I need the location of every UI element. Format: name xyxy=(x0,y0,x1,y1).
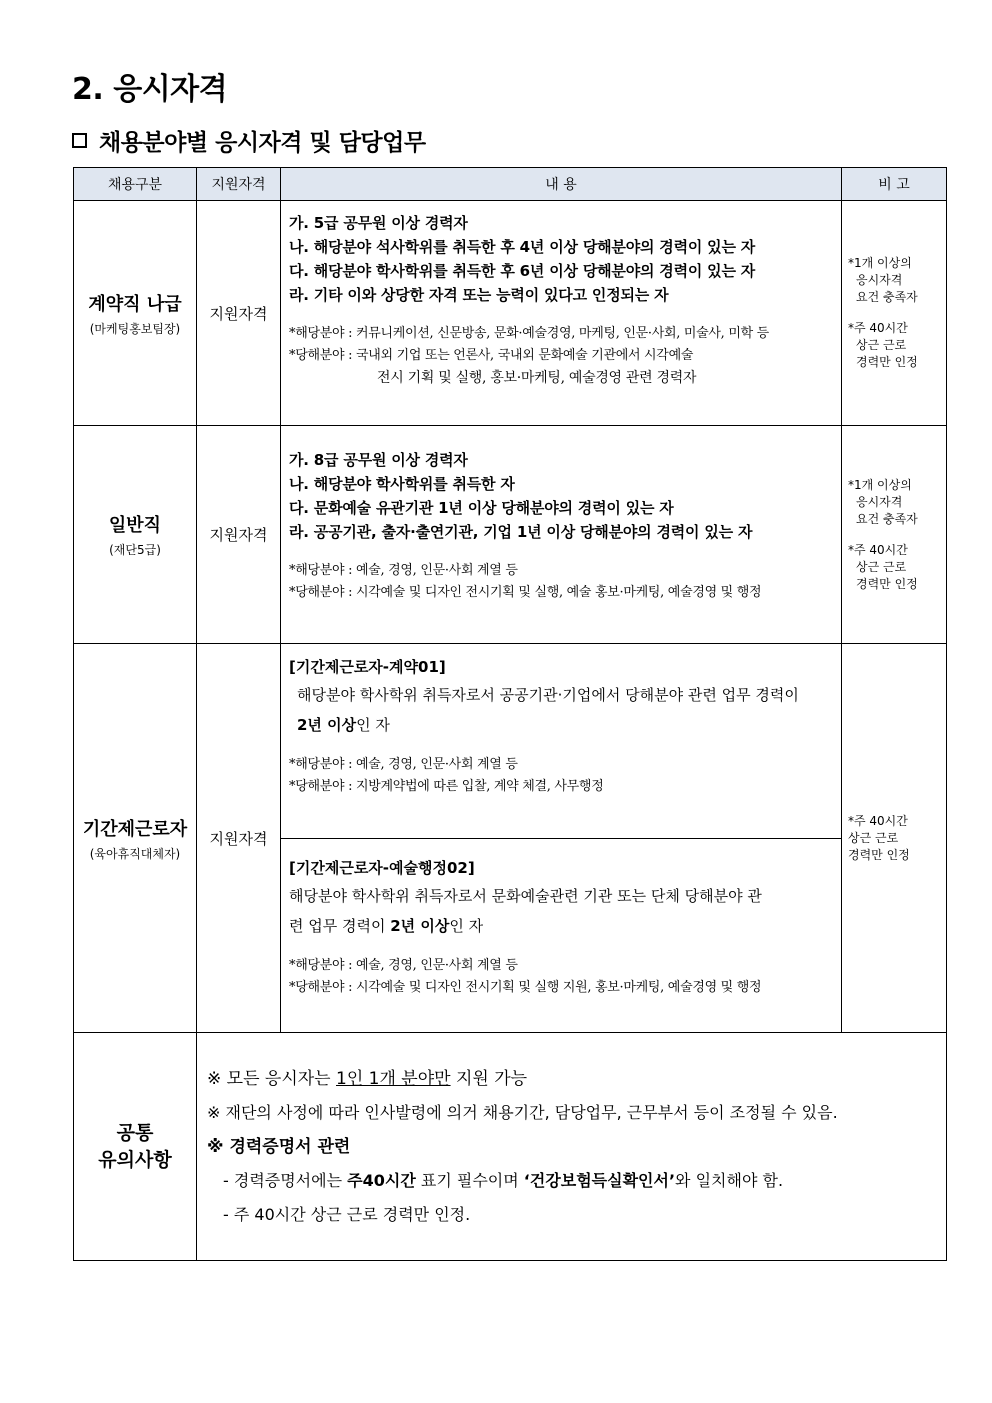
common-label-cell xyxy=(74,1033,197,1261)
checkbox-square-icon xyxy=(72,133,87,148)
content-line: 가. 8급 공무원 이상 경력자 xyxy=(289,451,468,469)
content-line: 가. 5급 공무원 이상 경력자 xyxy=(289,214,468,232)
common-label: 유의사항 xyxy=(98,1148,172,1171)
common-note: - 경력증명서에는 주40시간 표기 필수이며 ‘건강보험득실확인서’와 일치해야 함. xyxy=(223,1170,784,1190)
sub-content-a xyxy=(281,644,841,838)
note-line: *당해분야 : 국내외 기업 또는 언론사, 국내외 문화예술 기관에서 시각예술 xyxy=(289,348,694,363)
sub-content-b xyxy=(281,838,841,1032)
qualification-cell: 지원자격 xyxy=(197,201,281,426)
bold-text: 2년 이상 xyxy=(297,716,357,734)
content-line: 다. 문화예술 유관기관 1년 이상 당해분야의 경력이 있는 자 xyxy=(289,499,674,517)
table-row xyxy=(74,201,947,426)
content-cell xyxy=(281,426,842,644)
section-title xyxy=(72,124,426,157)
content-line: 나. 해당분야 학사학위를 취득한 자 xyxy=(289,475,515,493)
remark-line: *1개 이상의 xyxy=(848,256,912,270)
content-line: 다. 해당분야 학사학위를 취득한 후 6년 이상 당해분야의 경력이 있는 자 xyxy=(289,262,756,280)
content-line: 라. 기타 이와 상당한 자격 또는 능력이 있다고 인정되는 자 xyxy=(289,286,669,304)
header-remarks: 비 고 xyxy=(842,168,947,201)
common-label: 공통 xyxy=(116,1121,154,1144)
category-cell xyxy=(74,426,197,644)
note-line: *당해분야 : 지방계약법에 따른 입찰, 계약 체결, 사무행정 xyxy=(289,779,604,794)
remark-line: 요건 충족자 xyxy=(856,511,918,526)
category-cell xyxy=(74,201,197,426)
sub-title: [기간제근로자-예술행정02] xyxy=(289,858,475,877)
category-name: 기간제근로자 xyxy=(82,818,188,840)
note-line: *해당분야 : 예술, 경영, 인문·사회 계열 등 xyxy=(289,563,518,578)
table-row xyxy=(74,644,947,1033)
table-header-row xyxy=(74,168,947,201)
content-line: 라. 공공기관, 출자·출연기관, 기업 1년 이상 당해분야의 경력이 있는 자 xyxy=(289,523,753,541)
remark-line: 경력만 인정 xyxy=(856,576,918,591)
page-title: 2. 응시자격 xyxy=(72,72,228,107)
sub-title: [기간제근로자-계약01] xyxy=(289,658,446,676)
remark-line: 상근 근로 xyxy=(856,338,907,352)
category-sub: (마케팅홍보팀장) xyxy=(89,321,181,336)
qualification-cell: 지원자격 xyxy=(197,644,281,1033)
qualification-cell: 지원자격 xyxy=(197,426,281,644)
note-line: *해당분야 : 예술, 경영, 인문·사회 계열 등 xyxy=(289,957,518,973)
common-note: ※ 재단의 사정에 따라 인사발령에 의거 채용기간, 담당업무, 근무부서 등이 조정될 수 있음. xyxy=(207,1102,838,1122)
remark-line: 경력만 인정 xyxy=(856,355,918,369)
body-text: 련 업무 경력이 2년 이상인 자 xyxy=(289,916,484,935)
remarks-cell xyxy=(842,426,947,644)
remark-line: *주 40시간 xyxy=(848,813,908,828)
common-note: ※ 모든 응시자는 1인 1개 분야만 지원 가능 xyxy=(207,1068,528,1089)
qualification-table xyxy=(73,167,947,1261)
content-cell xyxy=(281,201,842,426)
remark-line: 상근 근로 xyxy=(848,830,899,845)
table-row xyxy=(74,426,947,644)
category-sub: (재단5급) xyxy=(109,543,161,557)
note-line: 전시 기획 및 실행, 홍보·마케팅, 예술경영 관련 경력자 xyxy=(377,370,697,386)
remark-line: 경력만 인정 xyxy=(848,847,910,862)
section-title-text: 채용분야별 응시자격 및 담당업무 xyxy=(99,130,426,156)
sub-content-table xyxy=(281,644,841,1032)
common-notes-cell xyxy=(197,1033,947,1261)
remarks-cell xyxy=(842,201,947,426)
body-text: 2년 이상인 자 xyxy=(297,716,390,734)
header-category: 채용구분 xyxy=(74,168,197,201)
remark-line: *1개 이상의 xyxy=(848,477,912,492)
header-content: 내 용 xyxy=(281,168,842,201)
note-line: *해당분야 : 커뮤니케이션, 신문방송, 문화·예술경영, 마케팅, 인문·사회, 미술사, 미학 등 xyxy=(289,326,769,341)
category-sub: (육아휴직대체자) xyxy=(89,846,181,861)
note-line: *해당분야 : 예술, 경영, 인문·사회 계열 등 xyxy=(289,757,518,772)
content-cell xyxy=(281,644,842,1033)
remark-line: 요건 충족자 xyxy=(856,290,918,304)
remark-line: *주 40시간 xyxy=(848,321,908,335)
underlined-text: 1인 1개 분야만 xyxy=(336,1068,451,1089)
remarks-cell xyxy=(842,644,947,1033)
remark-line: *주 40시간 xyxy=(848,542,908,557)
body-text: 해당분야 학사학위 취득자로서 문화예술관련 기관 또는 단체 당해분야 관 xyxy=(289,886,762,905)
category-name: 일반직 xyxy=(108,515,162,536)
common-note: ※ 경력증명서 관련 xyxy=(207,1136,351,1157)
remark-line: 상근 근로 xyxy=(856,559,907,574)
remark-line: 응시자격 xyxy=(856,494,903,509)
bold-text: 2년 이상 xyxy=(390,916,450,935)
remark-line: 응시자격 xyxy=(856,273,903,287)
body-text: 해당분야 학사학위 취득자로서 공공기관·기업에서 당해분야 관련 업무 경력이 xyxy=(297,686,799,704)
note-line: *당해분야 : 시각예술 및 디자인 전시기획 및 실행, 예술 홍보·마케팅, 예술경영 및 행정 xyxy=(289,585,762,600)
common-notes-row xyxy=(74,1033,947,1261)
note-line: *당해분야 : 시각예술 및 디자인 전시기획 및 실행 지원, 홍보·마케팅, 예술경영 및 행정 xyxy=(289,979,762,995)
common-note: - 주 40시간 상근 근로 경력만 인정. xyxy=(223,1204,471,1224)
category-cell xyxy=(74,644,197,1033)
header-qualification: 지원자격 xyxy=(197,168,281,201)
content-line: 나. 해당분야 석사학위를 취득한 후 4년 이상 당해분야의 경력이 있는 자 xyxy=(289,238,756,256)
category-name: 계약직 나급 xyxy=(88,293,182,315)
